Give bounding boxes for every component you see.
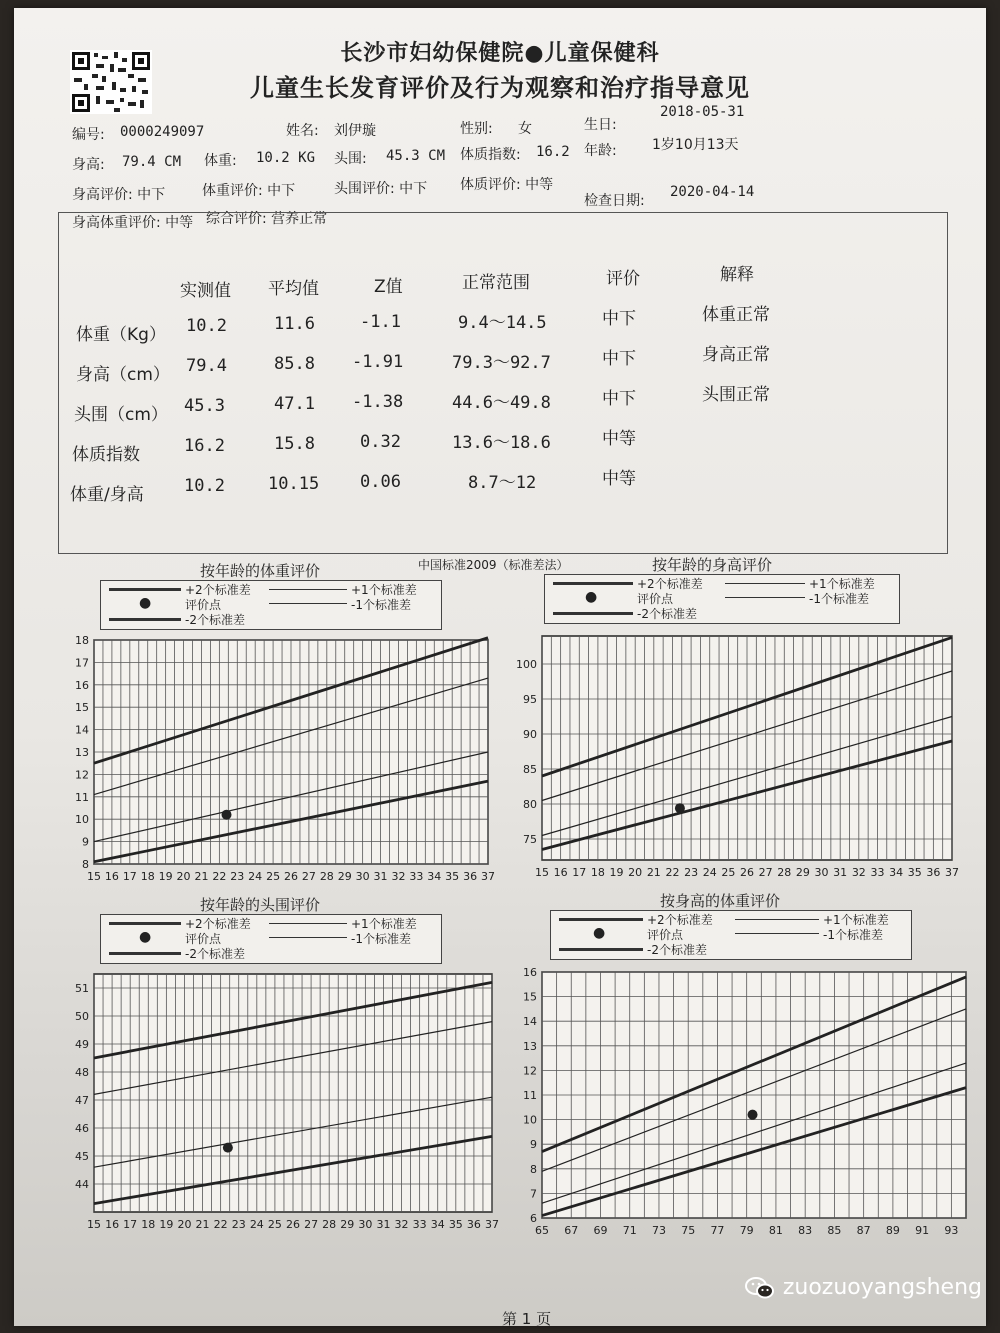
x-tick-label: 34 (430, 1218, 445, 1231)
x-tick-label: 26 (740, 866, 754, 879)
x-tick-label: 31 (376, 1218, 391, 1231)
row-range: 79.3～92.7 (452, 353, 551, 373)
weight-height-chart (508, 962, 978, 1242)
report-paper (14, 8, 986, 1326)
legend-head-age (100, 914, 442, 964)
x-tick-label: 87 (856, 1224, 871, 1237)
row-range: 13.6～18.6 (452, 433, 551, 453)
x-tick-label: 32 (391, 870, 406, 883)
y-tick-label: 80 (523, 798, 537, 811)
legend-plus2: +2个标准差 (647, 913, 713, 927)
y-tick-label: 14 (75, 723, 89, 737)
x-tick-label: 29 (340, 1218, 355, 1231)
y-tick-label: 11 (75, 790, 89, 804)
legend-weight-height (550, 910, 912, 960)
dob-value: 2018-05-31 (660, 104, 745, 120)
weight-label: 体重: (204, 153, 237, 169)
x-tick-label: 89 (885, 1224, 900, 1237)
legend-point-icon: ● (585, 589, 598, 605)
x-tick-label: 36 (463, 870, 478, 883)
watermark (745, 1275, 982, 1300)
x-tick-label: 23 (230, 870, 245, 883)
x-tick-label: 26 (284, 870, 298, 883)
y-tick-label: 17 (75, 656, 89, 670)
x-tick-label: 23 (231, 1218, 246, 1231)
row-measured: 79.4 (186, 356, 227, 376)
head-age-chart (60, 964, 504, 1236)
row-eval: 中下 (602, 309, 636, 329)
x-tick-label: 15 (87, 870, 101, 883)
x-tick-label: 23 (684, 866, 699, 879)
x-tick-label: 17 (123, 1218, 138, 1231)
legend-point: 评价点 (185, 598, 222, 612)
x-tick-label: 15 (535, 866, 549, 879)
x-tick-label: 30 (355, 870, 370, 883)
x-tick-label: 20 (628, 866, 643, 879)
height-weight-eval: 身高体重评价: 中等 (72, 215, 194, 231)
legend-plus2: +2个标准差 (637, 577, 703, 591)
height-value: 79.4 CM (122, 154, 182, 170)
x-tick-label: 22 (213, 1218, 228, 1231)
x-tick-label: 33 (870, 866, 885, 879)
row-label: 体重（Kg） (76, 325, 166, 345)
y-tick-label: 16 (523, 966, 537, 979)
bmi-eval: 体质评价: 中等 (460, 177, 554, 193)
y-tick-label: 9 (530, 1138, 537, 1152)
x-tick-label: 75 (681, 1224, 696, 1237)
y-tick-label: 8 (530, 1162, 537, 1176)
y-tick-label: 44 (75, 1178, 89, 1191)
row-mean: 47.1 (274, 394, 315, 414)
head-eval: 头围评价: 中下 (334, 181, 428, 197)
x-tick-label: 29 (337, 870, 352, 883)
x-tick-label: 67 (564, 1224, 579, 1237)
y-tick-label: 49 (75, 1038, 89, 1051)
y-tick-label: 75 (523, 833, 537, 846)
bmi-label: 体质指数: (460, 147, 521, 163)
row-z: -1.38 (352, 392, 404, 412)
name-label: 姓名: (286, 123, 319, 139)
x-tick-label: 34 (427, 870, 442, 883)
x-tick-label: 16 (553, 866, 568, 879)
col-header-eval: 评价 (606, 269, 640, 289)
exam-date-label: 检查日期: (584, 193, 645, 209)
y-tick-label: 100 (516, 658, 537, 671)
x-tick-label: 31 (373, 870, 388, 883)
x-tick-label: 19 (159, 1218, 174, 1231)
y-tick-label: 10 (523, 1113, 537, 1127)
row-measured: 16.2 (184, 436, 225, 456)
x-tick-label: 29 (795, 866, 810, 879)
y-tick-label: 15 (523, 990, 537, 1004)
legend-point: 评价点 (185, 932, 222, 946)
name-value: 刘伊璇 (334, 123, 376, 139)
chart-title-weight-height: 按身高的体重评价 (660, 892, 781, 910)
x-tick-label: 28 (319, 870, 334, 883)
height-label: 身高: (72, 157, 105, 173)
x-tick-label: 27 (304, 1218, 319, 1231)
col-header-z: Z值 (374, 277, 403, 297)
x-tick-label: 81 (768, 1224, 783, 1237)
x-tick-label: 35 (445, 870, 460, 883)
row-z: 0.06 (360, 472, 401, 492)
x-tick-label: 17 (122, 870, 137, 883)
x-tick-label: 25 (266, 870, 281, 883)
x-tick-label: 37 (945, 866, 959, 879)
col-header-mean: 平均值 (268, 279, 319, 299)
col-header-note: 解释 (720, 265, 754, 285)
row-mean: 10.15 (268, 474, 320, 494)
x-tick-label: 19 (158, 870, 173, 883)
y-tick-label: 13 (75, 746, 89, 759)
legend-point: 评价点 (637, 592, 674, 606)
y-tick-label: 85 (523, 763, 537, 776)
row-note: 头围正常 (702, 385, 770, 405)
row-measured: 10.2 (186, 316, 227, 336)
x-tick-label: 79 (739, 1224, 754, 1237)
row-measured: 45.3 (184, 396, 225, 416)
x-tick-label: 20 (176, 870, 191, 883)
row-range: 8.7～12 (468, 473, 537, 493)
x-tick-label: 30 (358, 1218, 373, 1231)
x-tick-label: 28 (322, 1218, 337, 1231)
x-tick-label: 33 (409, 870, 424, 883)
x-tick-label: 35 (448, 1218, 463, 1231)
legend-plus1: +1个标准差 (809, 577, 875, 591)
y-tick-label: 45 (75, 1150, 89, 1163)
x-tick-label: 28 (777, 866, 792, 879)
report-title: 儿童生长发育评价及行为观察和治疗指导意见 (250, 74, 750, 102)
row-label: 身高（cm） (76, 365, 170, 385)
y-tick-label: 95 (523, 693, 537, 706)
x-tick-label: 18 (141, 1218, 156, 1231)
y-tick-label: 6 (530, 1212, 537, 1225)
exam-date-value: 2020-04-14 (670, 184, 755, 200)
legend-point-icon: ● (593, 925, 606, 941)
x-tick-label: 24 (248, 870, 263, 883)
row-range: 44.6～49.8 (452, 393, 551, 413)
x-tick-label: 21 (195, 1218, 210, 1231)
weight-age-chart (60, 630, 500, 888)
evaluation-point (223, 1143, 233, 1153)
legend-minus2: -2个标准差 (185, 947, 245, 961)
x-tick-label: 30 (814, 866, 829, 879)
x-tick-label: 31 (833, 866, 848, 879)
x-tick-label: 83 (798, 1224, 813, 1237)
standard-note: 中国标准2009（标准差法） (418, 558, 569, 572)
weight-eval: 体重评价: 中下 (202, 183, 296, 199)
head-value: 45.3 CM (386, 148, 446, 164)
row-range: 9.4～14.5 (458, 313, 547, 333)
legend-point: 评价点 (647, 928, 684, 942)
y-tick-label: 8 (82, 858, 89, 871)
x-tick-label: 27 (301, 870, 316, 883)
x-tick-label: 17 (572, 866, 587, 879)
chart-title-height-age: 按年龄的身高评价 (652, 556, 773, 574)
row-z: -1.1 (360, 312, 401, 332)
x-tick-label: 71 (622, 1224, 637, 1237)
watermark-text: zuozuoyangsheng (782, 1275, 982, 1300)
y-tick-label: 51 (75, 982, 89, 995)
legend-minus2: -2个标准差 (647, 943, 707, 957)
row-label: 头围（cm） (74, 405, 168, 425)
y-tick-label: 18 (75, 634, 89, 647)
y-tick-label: 46 (75, 1122, 89, 1135)
x-tick-label: 33 (412, 1218, 427, 1231)
legend-minus1: -1个标准差 (351, 598, 411, 612)
y-tick-label: 12 (523, 1064, 537, 1078)
legend-minus1: -1个标准差 (809, 592, 869, 606)
hospital-name: 长沙市妇幼保健院●儿童保健科 (340, 41, 660, 66)
x-tick-label: 24 (702, 866, 717, 879)
overall-eval: 综合评价: 营养正常 (206, 211, 328, 227)
x-tick-label: 21 (194, 870, 209, 883)
x-tick-label: 65 (535, 1224, 549, 1237)
x-tick-label: 36 (466, 1218, 481, 1231)
id-value: 0000249097 (120, 124, 205, 140)
measurement-table-box (58, 212, 948, 554)
x-tick-label: 85 (827, 1224, 842, 1237)
legend-plus1: +1个标准差 (351, 583, 417, 597)
evaluation-point (748, 1110, 758, 1120)
x-tick-label: 77 (710, 1224, 725, 1237)
x-tick-label: 25 (267, 1218, 282, 1231)
x-tick-label: 91 (915, 1224, 930, 1237)
legend-plus1: +1个标准差 (351, 917, 417, 931)
row-eval: 中下 (602, 389, 636, 409)
x-tick-label: 22 (665, 866, 680, 879)
x-tick-label: 25 (721, 866, 736, 879)
x-tick-label: 32 (851, 866, 866, 879)
x-tick-label: 37 (485, 1218, 499, 1231)
bmi-value: 16.2 (536, 144, 570, 160)
y-tick-label: 48 (75, 1066, 89, 1079)
row-eval: 中下 (602, 349, 636, 369)
x-tick-label: 22 (212, 870, 227, 883)
row-measured: 10.2 (184, 476, 225, 496)
x-tick-label: 35 (907, 866, 922, 879)
x-tick-label: 18 (140, 870, 155, 883)
col-header-measured: 实测值 (180, 281, 231, 301)
age-value: 1岁10月13天 (652, 137, 739, 153)
page-number: 第 1 页 (502, 1310, 552, 1326)
legend-plus1: +1个标准差 (823, 913, 889, 927)
weight-value: 10.2 KG (256, 150, 316, 166)
evaluation-point (222, 810, 232, 820)
row-z: 0.32 (360, 432, 401, 452)
x-tick-label: 27 (758, 866, 773, 879)
row-eval: 中等 (602, 469, 636, 489)
height-eval: 身高评价: 中下 (72, 187, 166, 203)
row-label: 体重/身高 (70, 485, 144, 505)
x-tick-label: 37 (481, 870, 495, 883)
row-mean: 85.8 (274, 354, 315, 374)
x-tick-label: 21 (646, 866, 661, 879)
row-eval: 中等 (602, 429, 636, 449)
x-tick-label: 18 (590, 866, 605, 879)
x-tick-label: 19 (609, 866, 624, 879)
x-tick-label: 93 (944, 1224, 959, 1237)
row-label: 体质指数 (72, 445, 140, 465)
legend-point-icon: ● (139, 595, 152, 611)
y-tick-label: 7 (530, 1187, 537, 1201)
x-tick-label: 69 (593, 1224, 608, 1237)
x-tick-label: 32 (394, 1218, 409, 1231)
y-tick-label: 13 (523, 1039, 537, 1053)
sex-label: 性别: (460, 121, 493, 137)
y-tick-label: 9 (82, 835, 89, 849)
x-tick-label: 16 (105, 1218, 120, 1231)
x-tick-label: 26 (286, 1218, 300, 1231)
row-z: -1.91 (352, 352, 404, 372)
legend-weight-age (100, 580, 442, 630)
x-tick-label: 16 (104, 870, 119, 883)
x-tick-label: 34 (889, 866, 904, 879)
row-mean: 11.6 (274, 314, 315, 334)
evaluation-point (675, 803, 685, 813)
x-tick-label: 20 (177, 1218, 192, 1231)
legend-height-age (544, 574, 900, 624)
row-mean: 15.8 (274, 434, 315, 454)
height-age-chart (508, 626, 964, 884)
y-tick-label: 90 (523, 728, 537, 741)
legend-minus2: -2个标准差 (637, 607, 697, 621)
age-label: 年龄: (584, 143, 617, 159)
row-note: 身高正常 (702, 345, 770, 365)
col-header-range: 正常范围 (462, 273, 530, 293)
legend-minus1: -1个标准差 (823, 928, 883, 942)
wechat-icon (745, 1276, 775, 1300)
row-note: 体重正常 (702, 305, 770, 325)
legend-minus2: -2个标准差 (185, 613, 245, 627)
y-tick-label: 10 (75, 813, 89, 827)
legend-minus1: -1个标准差 (351, 932, 411, 946)
y-tick-label: 50 (75, 1010, 89, 1023)
y-tick-label: 47 (75, 1094, 89, 1107)
legend-point-icon: ● (139, 929, 152, 945)
chart-title-weight-age: 按年龄的体重评价 (200, 562, 321, 580)
y-tick-label: 14 (523, 1015, 537, 1029)
y-tick-label: 15 (75, 701, 89, 715)
head-label: 头围: (334, 151, 367, 167)
y-tick-label: 11 (523, 1089, 537, 1102)
y-tick-label: 16 (75, 678, 89, 692)
sex-value: 女 (518, 121, 532, 137)
x-tick-label: 15 (87, 1218, 101, 1231)
x-tick-label: 24 (249, 1218, 264, 1231)
y-tick-label: 12 (75, 768, 89, 782)
x-tick-label: 36 (926, 866, 941, 879)
legend-plus2: +2个标准差 (185, 583, 251, 597)
x-tick-label: 73 (651, 1224, 666, 1237)
chart-title-head-age: 按年龄的头围评价 (200, 896, 321, 914)
id-label: 编号: (72, 127, 105, 143)
dob-label: 生日: (584, 117, 617, 133)
legend-plus2: +2个标准差 (185, 917, 251, 931)
